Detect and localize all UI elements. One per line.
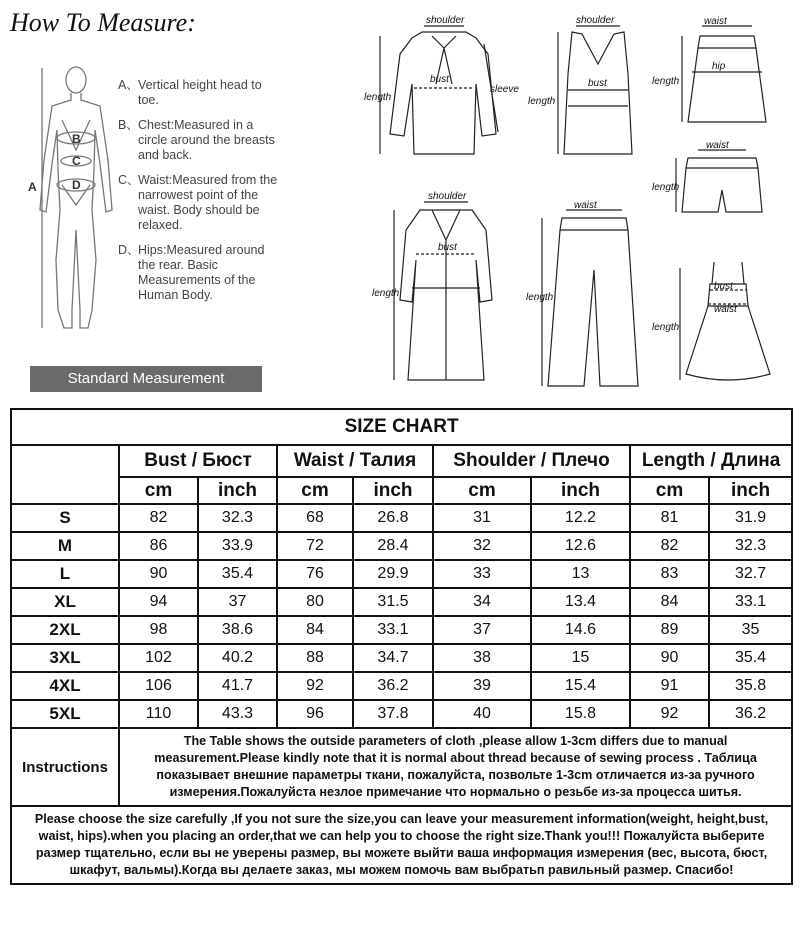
table-cell: 35.4 — [198, 560, 277, 588]
table-cell: 110 — [119, 700, 198, 728]
size-label: XL — [11, 588, 119, 616]
label-length: length — [372, 288, 400, 299]
size-chart-table — [10, 408, 793, 885]
table-cell: 84 — [630, 588, 709, 616]
table-cell: 72 — [277, 532, 353, 560]
body-letter-c: C — [72, 154, 81, 168]
table-cell: 89 — [630, 616, 709, 644]
size-label: 4XL — [11, 672, 119, 700]
table-cell: 13 — [531, 560, 630, 588]
table-cell: 37.8 — [353, 700, 433, 728]
dress-icon — [652, 254, 792, 390]
table-cell: 32 — [433, 532, 531, 560]
size-label: 2XL — [11, 616, 119, 644]
table-cell: 88 — [277, 644, 353, 672]
unit-header-row — [11, 477, 792, 504]
skirt-diagram — [652, 14, 792, 134]
unit-header-3: inch — [353, 477, 433, 504]
table-cell: 15 — [531, 644, 630, 672]
blouse-icon — [364, 14, 529, 164]
table-row — [11, 616, 792, 644]
table-cell: 92 — [277, 672, 353, 700]
unit-header-5: inch — [531, 477, 630, 504]
measurement-legend — [118, 78, 283, 313]
table-cell: 106 — [119, 672, 198, 700]
label-bust: bust — [438, 242, 457, 253]
standard-measurement-banner: Standard Measurement — [30, 366, 262, 392]
coat-diagram — [372, 190, 512, 390]
table-cell: 35.8 — [709, 672, 792, 700]
size-rows — [11, 504, 792, 728]
label-waist: waist — [714, 304, 737, 315]
legend-item-waist: C、 Waist:Measured from the narrowest point of the waist. Body should be relaxed. — [118, 173, 278, 232]
table-cell: 33.1 — [353, 616, 433, 644]
table-cell: 84 — [277, 616, 353, 644]
coat-icon — [372, 190, 512, 390]
label-bust: bust — [714, 281, 733, 292]
unit-header-2: cm — [277, 477, 353, 504]
table-cell: 86 — [119, 532, 198, 560]
table-cell: 33.9 — [198, 532, 277, 560]
table-cell: 82 — [119, 504, 198, 532]
unit-header-7: inch — [709, 477, 792, 504]
table-cell: 80 — [277, 588, 353, 616]
table-cell: 28.4 — [353, 532, 433, 560]
table-row — [11, 672, 792, 700]
label-waist: waist — [706, 140, 729, 151]
header-waist: Waist / Талия — [277, 445, 433, 477]
corner-cell — [11, 445, 119, 504]
size-label: 5XL — [11, 700, 119, 728]
shorts-diagram — [652, 140, 792, 220]
body-letter-b: B — [72, 132, 81, 146]
size-label: 3XL — [11, 644, 119, 672]
table-cell: 14.6 — [531, 616, 630, 644]
table-cell: 98 — [119, 616, 198, 644]
table-cell: 40 — [433, 700, 531, 728]
table-cell: 12.2 — [531, 504, 630, 532]
skirt-icon — [652, 14, 792, 134]
size-label: M — [11, 532, 119, 560]
table-cell: 40.2 — [198, 644, 277, 672]
table-row — [11, 560, 792, 588]
table-cell: 31 — [433, 504, 531, 532]
pants-diagram — [528, 200, 648, 390]
size-chart — [10, 408, 791, 885]
table-cell: 96 — [277, 700, 353, 728]
header-length: Length / Длина — [630, 445, 792, 477]
unit-header-4: cm — [433, 477, 531, 504]
table-cell: 32.7 — [709, 560, 792, 588]
table-cell: 31.9 — [709, 504, 792, 532]
table-cell: 29.9 — [353, 560, 433, 588]
label-length: length — [652, 322, 680, 333]
table-cell: 34.7 — [353, 644, 433, 672]
table-cell: 36.2 — [709, 700, 792, 728]
table-cell: 36.2 — [353, 672, 433, 700]
label-length: length — [652, 182, 680, 193]
label-length: length — [364, 92, 392, 103]
label-sleeve: sleeve — [490, 84, 519, 95]
table-cell: 83 — [630, 560, 709, 588]
body-letter-d: D — [72, 178, 81, 192]
label-bust: bust — [588, 78, 607, 89]
label-hip: hip — [712, 61, 726, 72]
instructions-label: Instructions — [11, 728, 119, 806]
table-cell: 32.3 — [198, 504, 277, 532]
table-cell: 26.8 — [353, 504, 433, 532]
legend-item-height: A、 Vertical height head to toe. — [118, 78, 262, 107]
header-shoulder: Shoulder / Плечо — [433, 445, 630, 477]
table-cell: 37 — [433, 616, 531, 644]
unit-header-6: cm — [630, 477, 709, 504]
table-cell: 76 — [277, 560, 353, 588]
table-cell: 12.6 — [531, 532, 630, 560]
body-letter-a: A — [28, 180, 37, 194]
table-cell: 81 — [630, 504, 709, 532]
table-cell: 94 — [119, 588, 198, 616]
label-length: length — [652, 76, 680, 87]
table-cell: 68 — [277, 504, 353, 532]
table-row — [11, 700, 792, 728]
table-cell: 35 — [709, 616, 792, 644]
tank-top-diagram — [528, 14, 648, 164]
size-label: L — [11, 560, 119, 588]
label-waist: waist — [574, 200, 597, 211]
table-cell: 37 — [198, 588, 277, 616]
page-title: How To Measure: — [10, 8, 196, 37]
table-cell: 102 — [119, 644, 198, 672]
table-cell: 15.4 — [531, 672, 630, 700]
size-label: S — [11, 504, 119, 532]
table-cell: 82 — [630, 532, 709, 560]
label-shoulder: shoulder — [426, 15, 465, 26]
table-cell: 41.7 — [198, 672, 277, 700]
table-row — [11, 504, 792, 532]
table-row — [11, 532, 792, 560]
table-cell: 38 — [433, 644, 531, 672]
instructions-text: The Table shows the outside parameters of cloth ,please allow 1-3cm differs due to manual measurement.Please kindly note that it is normal about thread because of sewing process . Таблица показывает внешние параметры ткани, пожалуйста, позвольте 1-3cm отличается из-за ручного измерения.Пожалуйста незлое примечание что нормально о резьбе из-за процесса шитья. — [119, 728, 792, 806]
table-cell: 39 — [433, 672, 531, 700]
blouse-diagram — [364, 14, 529, 164]
dress-diagram — [652, 254, 792, 390]
table-cell: 33.1 — [709, 588, 792, 616]
pants-icon — [528, 200, 648, 390]
table-cell: 91 — [630, 672, 709, 700]
label-bust: bust — [430, 74, 449, 85]
label-shoulder: shoulder — [576, 15, 615, 26]
label-shoulder: shoulder — [428, 191, 467, 202]
size-selection-note: Please choose the size carefully ,If you not sure the size,you can leave your measurement information(weight, height,bust, waist, hips).when you placing an order,that we can help you to choose the right size.Thank you!!! Пожалуйста выберите размер тщательно, если вы не уверены размер, вы можете выйти ваша информация измерения (вес, высота, бюст, шкафут, вальмы).Когда вы делаете заказ, мы можем помочь вам выбратьп равильный размер. Спасибо! — [11, 806, 792, 884]
table-cell: 31.5 — [353, 588, 433, 616]
header-bust: Bust / Бюст — [119, 445, 277, 477]
label-length: length — [526, 292, 554, 303]
table-cell: 90 — [119, 560, 198, 588]
legend-item-chest: B、 Chest:Measured in a circle around the breasts and back. — [118, 118, 275, 162]
table-cell: 35.4 — [709, 644, 792, 672]
table-cell: 90 — [630, 644, 709, 672]
table-row — [11, 588, 792, 616]
table-cell: 92 — [630, 700, 709, 728]
table-cell: 15.8 — [531, 700, 630, 728]
table-cell: 34 — [433, 588, 531, 616]
shorts-icon — [652, 140, 792, 220]
body-silhouette-icon — [30, 60, 130, 345]
legend-item-hips: D、 Hips:Measured around the rear. Basic Measurements of the Human Body. — [118, 243, 265, 302]
table-cell: 32.3 — [709, 532, 792, 560]
label-waist: waist — [704, 16, 727, 27]
table-row — [11, 644, 792, 672]
how-to-measure-section — [0, 0, 800, 400]
unit-header-1: inch — [198, 477, 277, 504]
table-cell: 43.3 — [198, 700, 277, 728]
tank-top-icon — [528, 14, 648, 164]
body-figure-illustration — [30, 60, 130, 345]
label-length: length — [528, 96, 556, 107]
table-cell: 38.6 — [198, 616, 277, 644]
size-chart-title: SIZE CHART — [11, 409, 792, 445]
table-cell: 33 — [433, 560, 531, 588]
table-cell: 13.4 — [531, 588, 630, 616]
unit-header-0: cm — [119, 477, 198, 504]
